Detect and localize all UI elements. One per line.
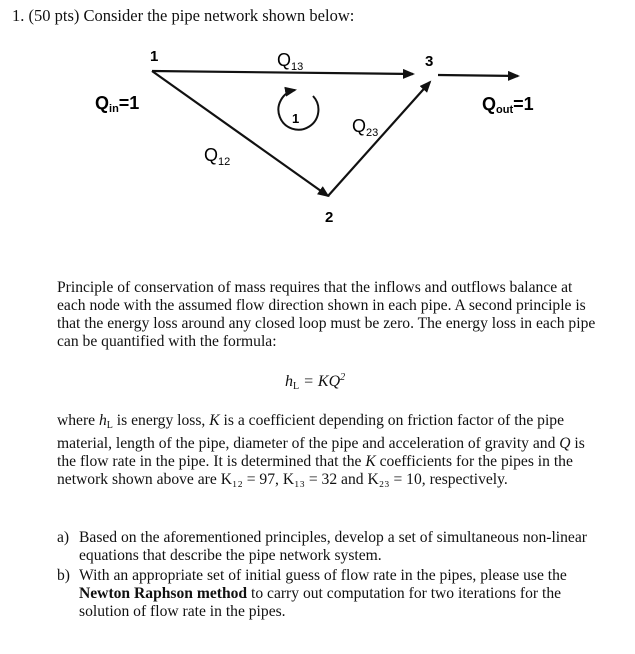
- energy-loss-equation: $h_L = KQ^2$: [285, 372, 346, 392]
- pipe-network-diagram: [0, 0, 635, 260]
- pipe-12: [152, 71, 328, 196]
- paragraph-coefficients: where $h_L$ is energy loss, K is a coefficient depending on friction factor of the pipe material, length of the pipe, diameter of the pipe and acceleration of gravity and Q is the flow rate in the pipe. It is determined that the K coefficients for the pipes in the network shown above are K₁₂ = 97, K₁₃ = 32 and K₂₃ = 10, respectively.: [57, 412, 585, 488]
- task-list: [57, 529, 602, 623]
- question-number: 1.: [12, 6, 25, 25]
- outflow-arrow: [438, 75, 518, 76]
- pipe-23: [328, 82, 430, 196]
- k12-value: K₁₂ = 97: [220, 471, 276, 488]
- q-out-label: Qout=1: [482, 94, 534, 116]
- loop-label: 1: [292, 111, 300, 126]
- q12-label: $Q_{12}$: [204, 145, 231, 168]
- q23-label: $Q_{23}$: [352, 116, 379, 139]
- node-3-label: 3: [425, 53, 434, 70]
- question-points: (50 pts): [28, 6, 80, 25]
- question-prompt: Consider the pipe network shown below:: [83, 6, 355, 25]
- equation-lhs: $h_L$: [285, 373, 300, 392]
- k13-value: K₁₃ = 32: [282, 471, 338, 488]
- list-item: a) Based on the aforementioned principles, develop a set of simultaneous non-linear equations that describe the pipe network system.: [57, 529, 587, 564]
- node-2-label: 2: [325, 209, 334, 226]
- q-in-label: Qin=1: [95, 93, 140, 115]
- paragraph-conservation: Principle of conservation of mass requires that the inflows and outflows balance at each node with the assumed flow direction shown in each pipe. A second principle is that the energy loss around any closed loop must be zero. The energy loss in each pipe can be quantified with the formula:: [57, 279, 596, 350]
- list-item: b) With an appropriate set of initial guess of flow rate in the pipes, please use the Newton Raphson method to carry out computation for two iterations for the solution of flow rate in the pipes.: [57, 567, 567, 620]
- pipe-13: [152, 71, 413, 74]
- q13-label: $Q_{13}$: [277, 50, 304, 73]
- node-1-label: 1: [150, 48, 159, 65]
- k23-value: K₂₃ = 10: [367, 471, 422, 488]
